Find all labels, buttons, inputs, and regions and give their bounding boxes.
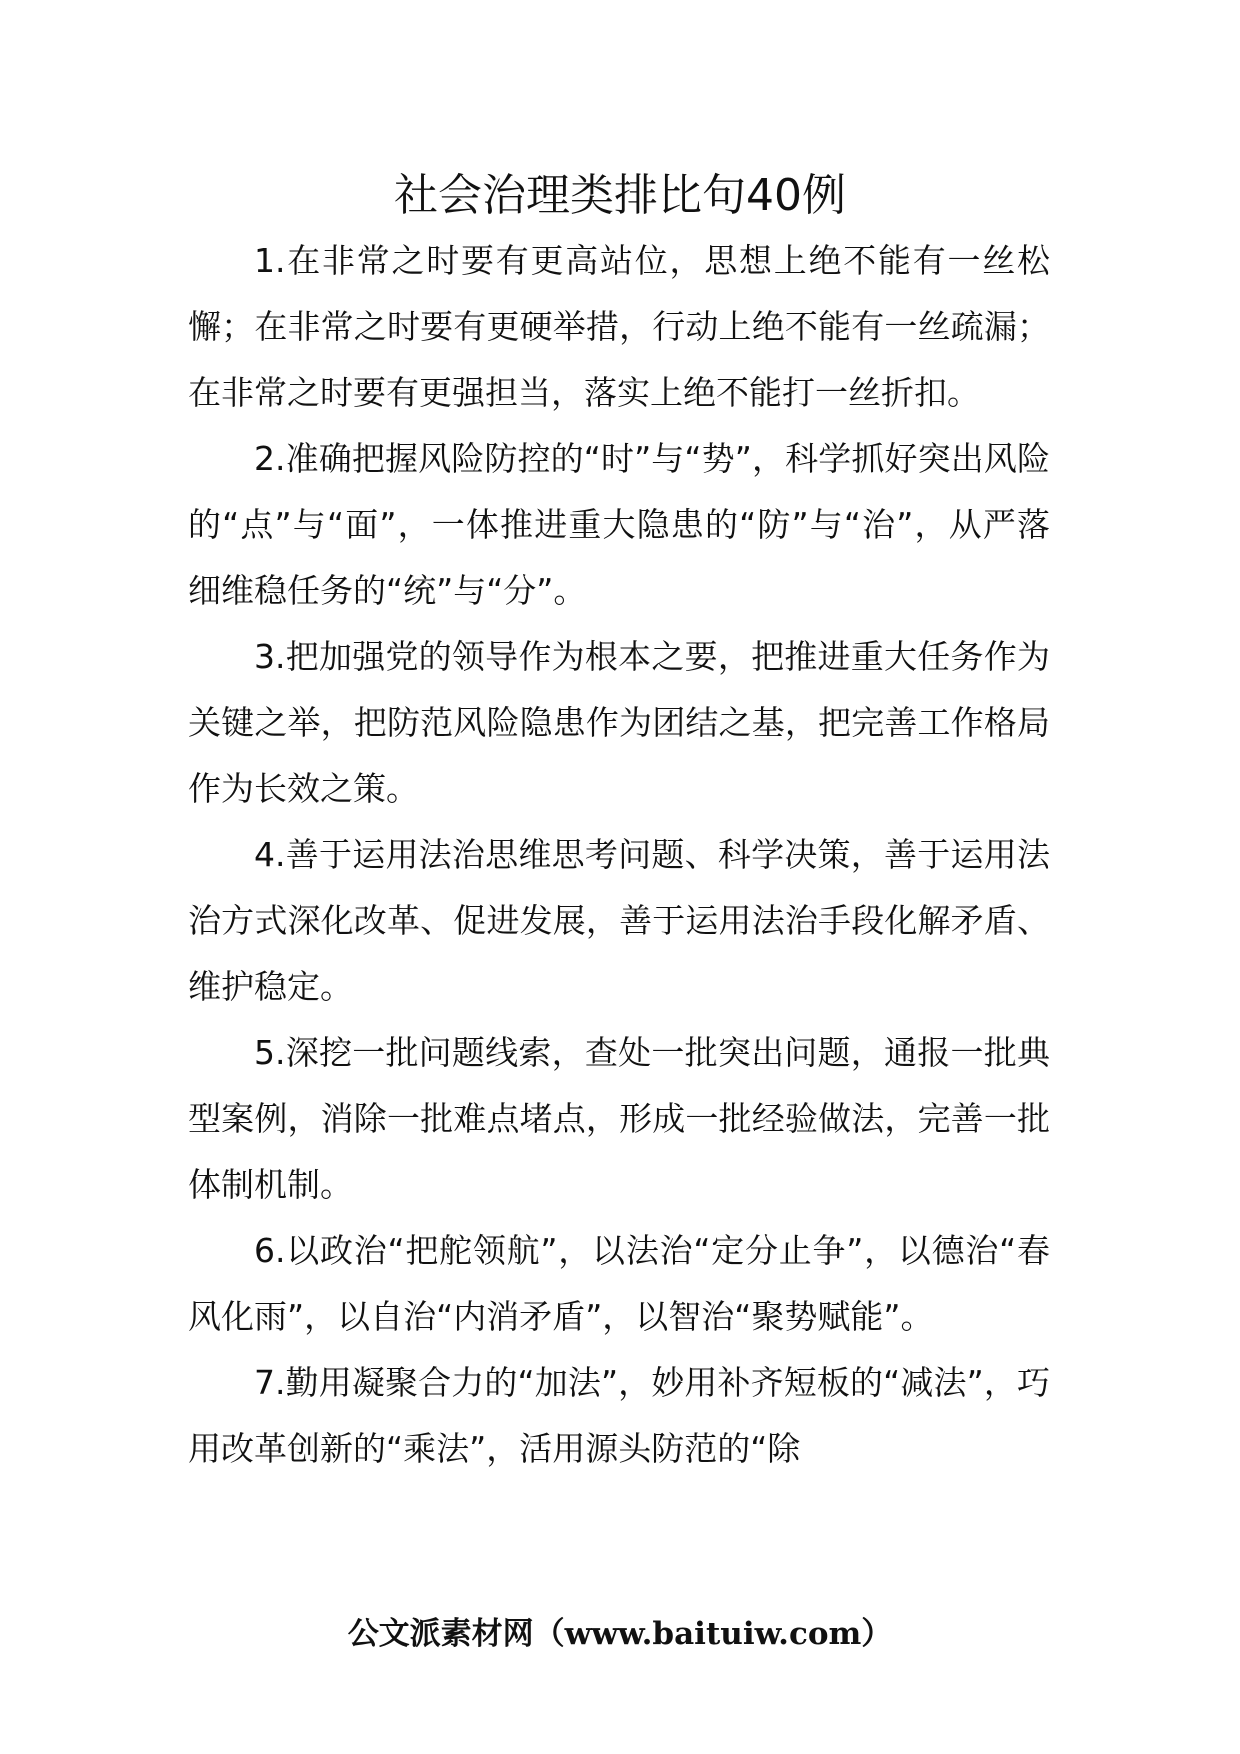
paragraph-5: 5.深挖一批问题线索，查处一批突出问题，通报一批典型案例，消除一批难点堵点，形成一批经验做法，完善一批体制机制。: [188, 1033, 1050, 1204]
page-title: 社会治理类排比句40例: [394, 170, 846, 221]
paragraph-2: 2.准确把握风险防控的“时”与“势”，科学抓好突出风险的“点”与“面”，一体推进重大隐患的“防”与“治”，从严落细维稳任务的“统”与“分”。: [188, 439, 1050, 610]
paragraph-4: 4.善于运用法治思维思考问题、科学决策，善于运用法治方式深化改革、促进发展，善于运用法治手段化解矛盾、维护稳定。: [188, 835, 1050, 1006]
document-body: [188, 228, 1050, 1482]
paragraph-6: 6.以政治“把舵领航”，以法治“定分止争”，以德治“春风化雨”，以自治“内消矛盾”，以智治“聚势赋能”。: [188, 1231, 1050, 1336]
paragraph-3: 3.把加强党的领导作为根本之要，把推进重大任务作为关键之举，把防范风险隐患作为团结之基，把完善工作格局作为长效之策。: [188, 637, 1050, 808]
paragraph-1: 1.在非常之时要有更高站位，思想上绝不能有一丝松懈；在非常之时要有更硬举措，行动上绝不能有一丝疏漏；在非常之时要有更强担当，落实上绝不能打一丝折扣。: [188, 241, 1050, 412]
watermark-footer: 公文派素材网（www.baituiw.com）: [347, 1616, 893, 1652]
paragraph-7: 7.勤用凝聚合力的“加法”，妙用补齐短板的“减法”，巧用改革创新的“乘法”，活用源头防范的“除: [188, 1363, 1050, 1468]
